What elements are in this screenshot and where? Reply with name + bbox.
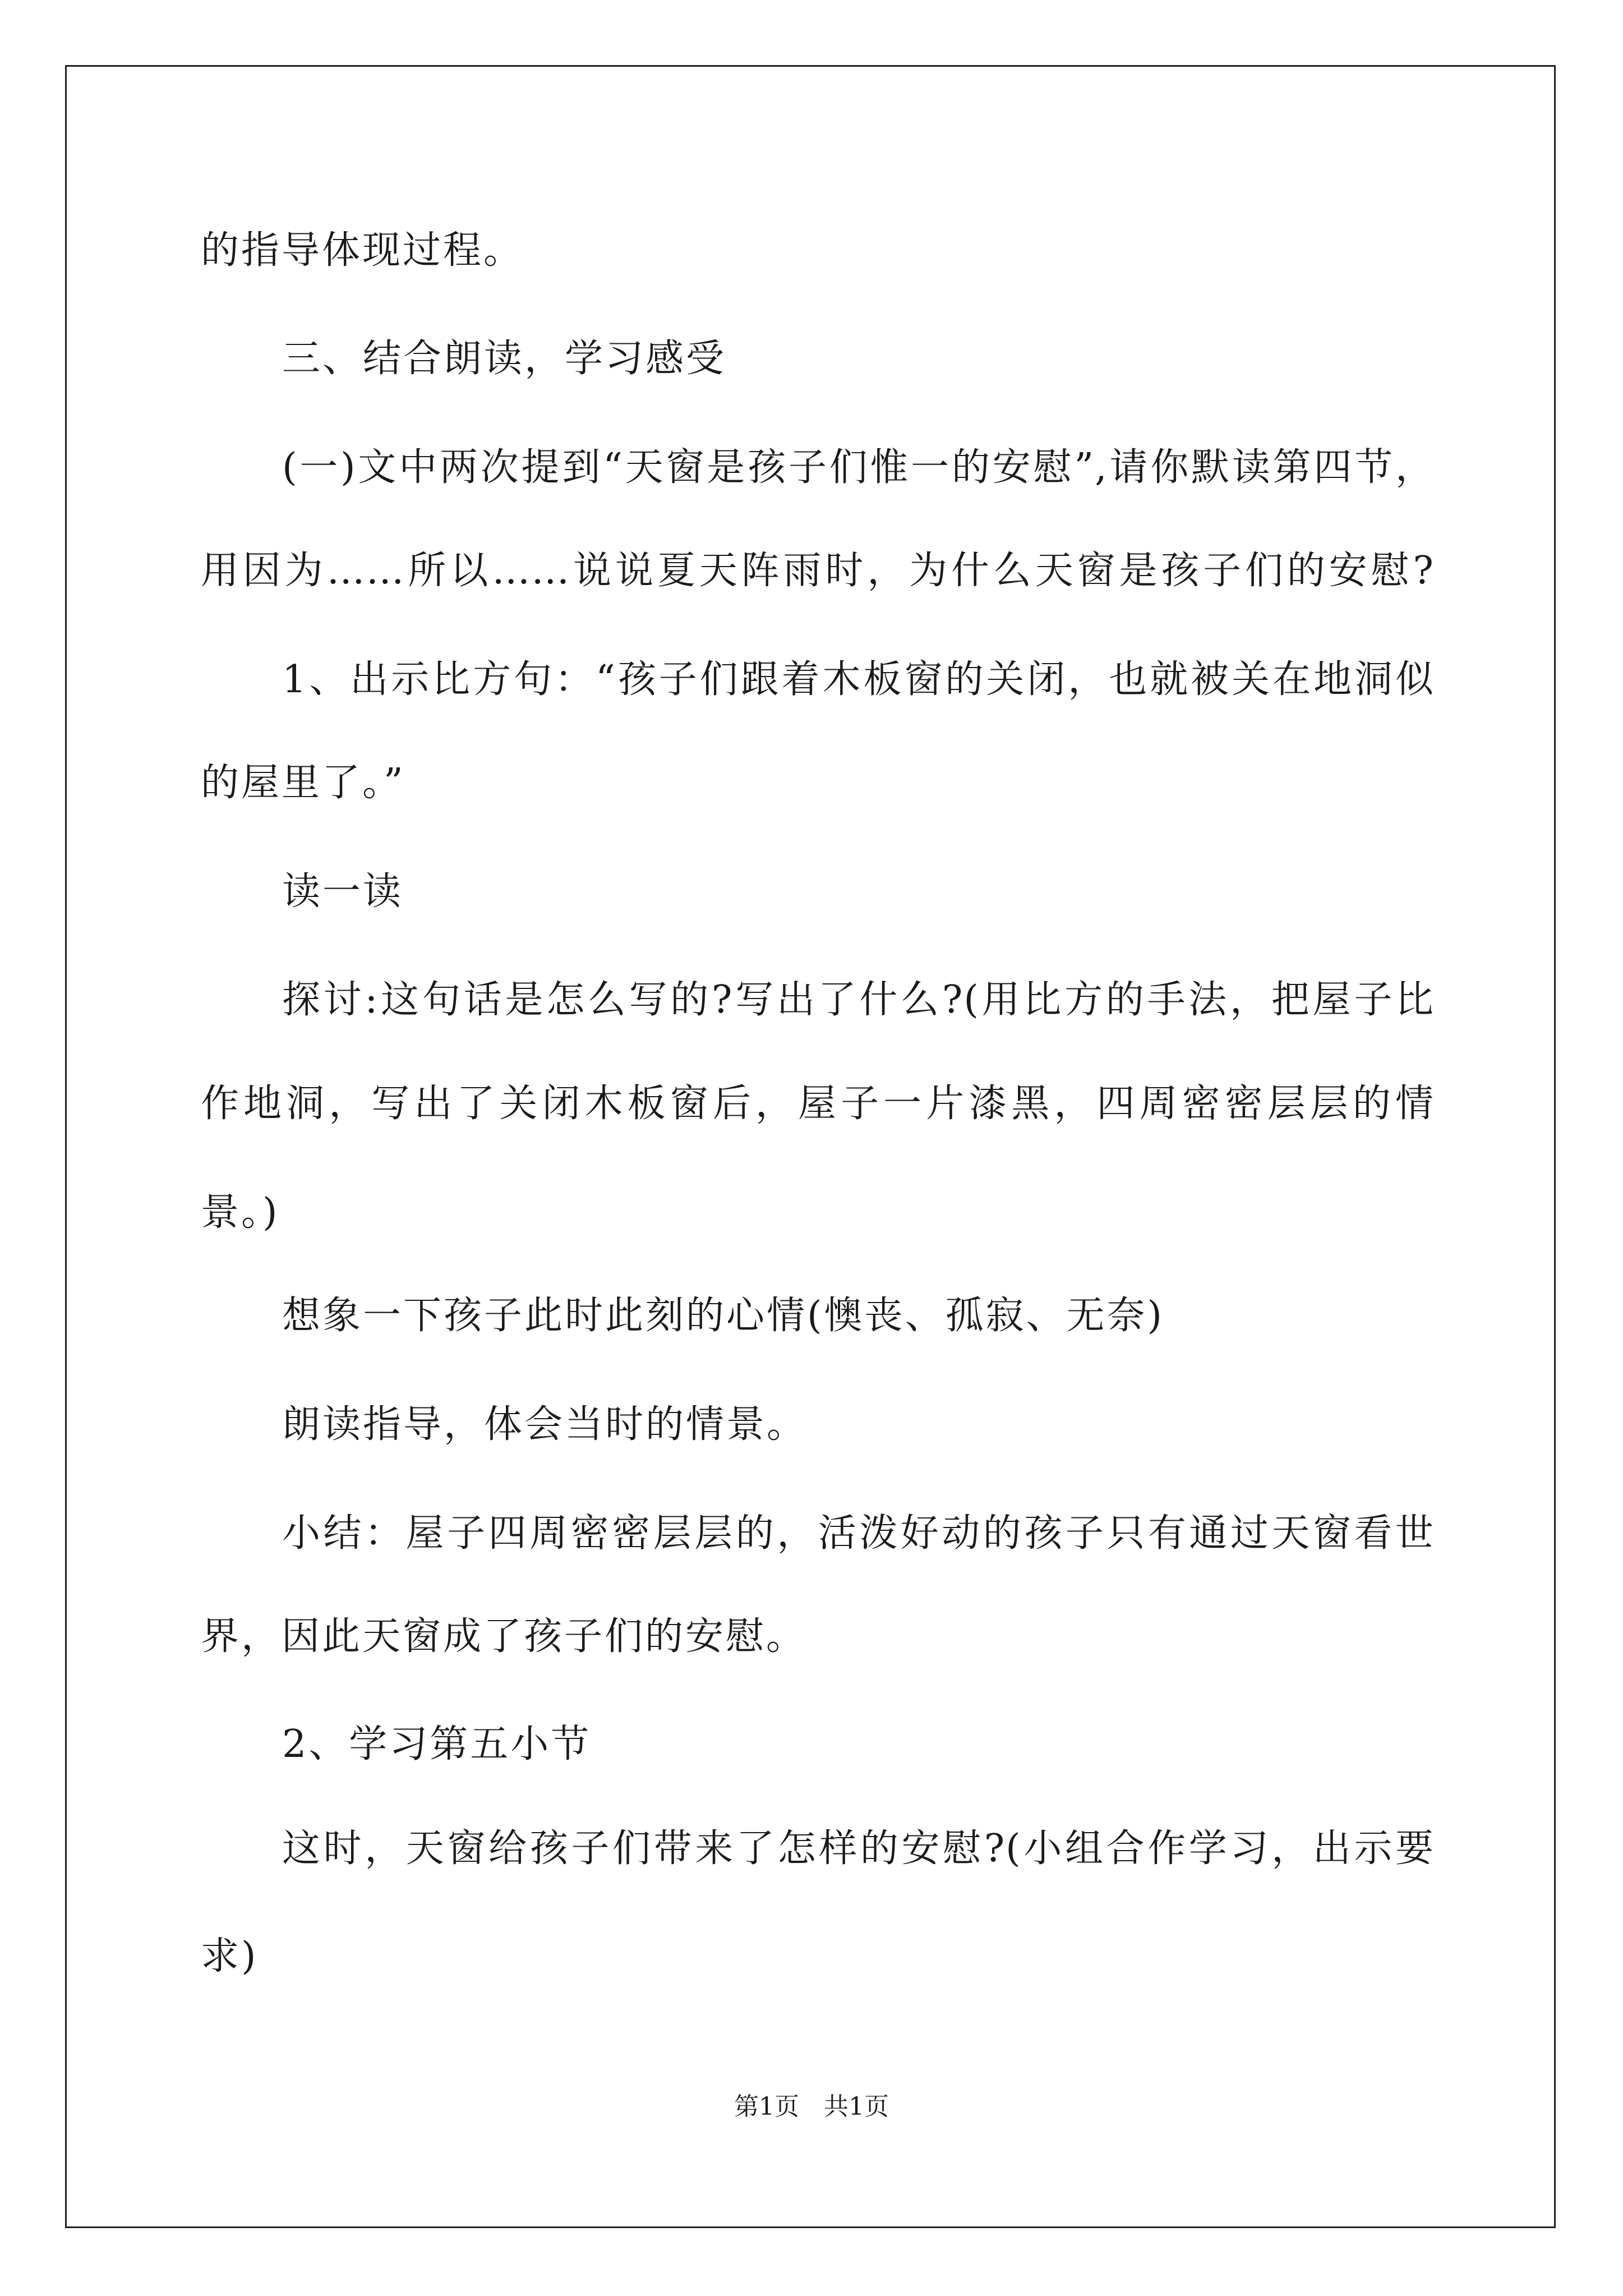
text-line: 1、出示比方句：“孩子们跟着木板窗的关闭，也就被关在地洞似	[282, 657, 1435, 702]
text-line: 的指导体现过程。	[201, 228, 524, 273]
section-heading: 三、结合朗读，学习感受	[282, 337, 727, 381]
text-line: 界，因此天窗成了孩子们的安慰。	[201, 1614, 807, 1659]
text-line: 想象一下孩子此时此刻的心情(懊丧、孤寂、无奈)	[282, 1294, 1165, 1338]
text-line: 朗读指导，体会当时的情景。	[282, 1402, 808, 1447]
page-border	[65, 65, 1556, 2228]
text-line: 求)	[201, 1934, 259, 1978]
text-line: 读一读	[282, 869, 404, 914]
text-line: 用因为……所以……说说夏天阵雨时，为什么天窗是孩子们的安慰?	[201, 549, 1435, 593]
text-line: 的屋里了。”	[201, 761, 405, 805]
text-line: 景。)	[201, 1190, 280, 1235]
text-line: 作地洞，写出了关闭木板窗后，屋子一片漆黑，四周密密层层的情	[201, 1082, 1435, 1126]
text-line: (一)文中两次提到“天窗是孩子们惟一的安慰”,请你默读第四节，	[282, 445, 1435, 490]
text-line: 小结：屋子四周密密层层的，活泼好动的孩子只有通过天窗看世	[282, 1511, 1435, 1556]
page-footer: 第1页 共1页	[734, 2092, 889, 2121]
section-heading: 2、学习第五小节	[282, 1722, 592, 1766]
text-line: 这时，天窗给孩子们带来了怎样的安慰?(小组合作学习，出示要	[282, 1826, 1435, 1871]
text-line: 探讨:这句话是怎么写的?写出了什么?(用比方的手法，把屋子比	[282, 978, 1435, 1022]
